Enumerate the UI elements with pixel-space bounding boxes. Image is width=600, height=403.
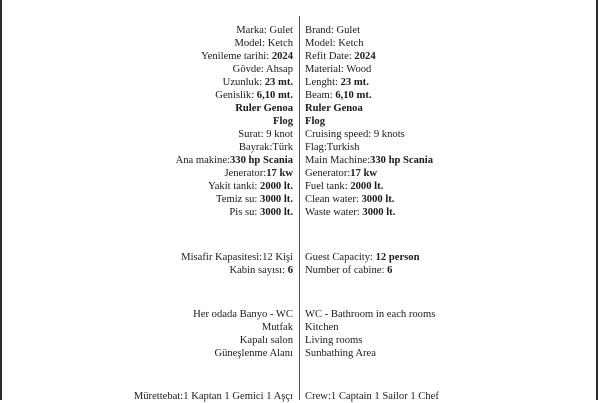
spec-english-cell [305, 128, 405, 141]
spec-label: Genislik: [215, 90, 257, 101]
spec-label: Misafir Kapasitesi: [181, 252, 263, 263]
spec-turkish-cell [224, 167, 293, 180]
spec-english-cell [305, 193, 394, 206]
spec-label: Living rooms [305, 335, 363, 346]
spec-row [0, 206, 600, 219]
spec-english-cell [305, 63, 371, 76]
spec-turkish-cell [240, 334, 293, 347]
spec-row [0, 141, 600, 154]
spec-row [0, 308, 600, 321]
spec-label: Pis su: [229, 207, 261, 218]
spec-english-cell [305, 37, 364, 50]
spec-row [0, 63, 600, 76]
spec-turkish-cell [239, 141, 293, 154]
spec-value: 1 Captain 1 Sailor 1 Chef [330, 391, 439, 402]
spec-english-cell [305, 167, 377, 180]
spec-value: 17 kw [350, 168, 378, 179]
spec-value: 6,10 mt. [335, 90, 372, 101]
spec-english-cell [305, 24, 360, 37]
spec-label: Yenileme tarihi: [201, 51, 272, 62]
spec-row [0, 37, 600, 50]
spec-english-cell [305, 102, 363, 115]
spec-english-cell [305, 154, 433, 167]
spec-label: Ana makine: [175, 155, 230, 166]
spec-turkish-cell [229, 206, 293, 219]
spec-turkish-cell [193, 308, 293, 321]
spec-value: 330 hp Scania [230, 155, 293, 166]
spec-row [0, 264, 600, 277]
spec-value: Ketch [338, 38, 364, 49]
spec-label: Brand: [305, 25, 337, 36]
spec-value: Turkish [326, 142, 360, 153]
spec-label: Gövde: [232, 64, 266, 75]
spec-value: Flog [305, 116, 326, 127]
spec-label: Cruising speed: [305, 129, 374, 140]
spec-row [0, 347, 600, 360]
spec-row [0, 193, 600, 206]
spec-english-cell [305, 347, 376, 360]
spec-label: Güneşlenme Alanı [214, 348, 293, 359]
spec-value: 330 hp Scania [370, 155, 434, 166]
spec-value: 2024 [354, 51, 376, 62]
spec-label: Kitchen [305, 322, 339, 333]
spec-value: 23 mt. [264, 77, 293, 88]
spec-row [0, 167, 600, 180]
spec-label: Temiz su: [216, 194, 261, 205]
spec-label: Surat: [238, 129, 267, 140]
spec-row [0, 321, 600, 334]
spec-turkish-cell [238, 128, 293, 141]
spec-turkish-cell [134, 390, 293, 403]
spec-label: Kabin sayısı: [229, 265, 288, 276]
spec-value: Flog [272, 116, 293, 127]
spec-turkish-cell [215, 89, 293, 102]
spec-turkish-cell [273, 115, 293, 128]
spec-label: Waste water: [305, 207, 363, 218]
spec-row [0, 89, 600, 102]
spec-value: Ruler Genoa [235, 103, 293, 114]
spec-row [0, 180, 600, 193]
spec-value: Ketch [267, 38, 293, 49]
spec-value: Ahsap [265, 64, 293, 75]
spec-value: 3000 lt. [361, 194, 395, 205]
spec-label: Number of cabine: [305, 265, 388, 276]
spec-turkish-cell [236, 24, 293, 37]
spec-value: Türk [272, 142, 293, 153]
spec-english-cell [305, 76, 369, 89]
spec-value: 3000 lt. [362, 207, 396, 218]
spec-value: 9 knot [266, 129, 293, 140]
spec-label: Kapalı salon [239, 335, 293, 346]
spec-value: 12 person [375, 252, 420, 263]
spec-label: Model: [234, 38, 268, 49]
spec-label: Flag: [305, 142, 327, 153]
spec-english-cell [305, 251, 419, 264]
spec-label: Material: [305, 64, 347, 75]
spec-english-cell [305, 334, 362, 347]
spec-label: Mürettebat: [133, 391, 184, 402]
spec-value: Gulet [336, 25, 361, 36]
spec-english-cell [305, 308, 435, 321]
spec-label: Crew: [305, 391, 331, 402]
spec-value: 3000 lt. [260, 207, 293, 218]
spec-english-cell [305, 89, 372, 102]
spec-label: Uzunluk: [222, 77, 265, 88]
spec-row [0, 115, 600, 128]
spec-turkish-cell [234, 37, 293, 50]
spec-label: Sunbathing Area [305, 348, 376, 359]
spec-value: 3000 lt. [260, 194, 293, 205]
spec-turkish-cell [223, 76, 293, 89]
spec-value: Ruler Genoa [305, 103, 363, 114]
spec-english-cell [305, 321, 339, 334]
spec-english-cell [305, 180, 383, 193]
spec-value: 2000 lt. [350, 181, 384, 192]
spec-value: 2000 lt. [260, 181, 293, 192]
spec-row [0, 76, 600, 89]
spec-label: Her odada Banyo - WC [193, 309, 293, 320]
spec-row [0, 334, 600, 347]
spec-turkish-cell [176, 154, 293, 167]
spec-label: Lenght: [305, 77, 341, 88]
spec-value: 17 kw [266, 168, 293, 179]
spec-label: Guest Capacity: [305, 252, 376, 263]
spec-label: Yakit tanki: [208, 181, 261, 192]
spec-turkish-cell [214, 347, 293, 360]
spec-row [0, 50, 600, 63]
spec-label: Beam: [305, 90, 336, 101]
spec-value: 6 [287, 265, 293, 276]
spec-value: Wood [346, 64, 372, 75]
spec-value: Gulet [269, 25, 293, 36]
spec-label: Bayrak: [238, 142, 273, 153]
spec-value: 6 [387, 265, 393, 276]
spec-english-cell [305, 50, 376, 63]
spec-value: 6,10 mt. [256, 90, 293, 101]
spec-turkish-cell [235, 102, 293, 115]
spec-english-cell [305, 141, 359, 154]
spec-english-cell [305, 206, 395, 219]
spec-english-cell [305, 115, 325, 128]
spec-value: 23 mt. [340, 77, 369, 88]
spec-row [0, 251, 600, 264]
spec-turkish-cell [216, 193, 293, 206]
spec-row [0, 390, 600, 403]
spec-value: 12 Kişi [262, 252, 293, 263]
spec-row [0, 102, 600, 115]
spec-turkish-cell [262, 321, 293, 334]
spec-label: Fuel tank: [305, 181, 351, 192]
spec-turkish-cell [229, 264, 293, 277]
spec-value: 1 Kaptan 1 Gemici 1 Aşçı [183, 391, 293, 402]
spec-turkish-cell [201, 50, 293, 63]
spec-row [0, 128, 600, 141]
spec-label: Clean water: [305, 194, 362, 205]
spec-label: Mutfak [261, 322, 293, 333]
spec-label: Model: [305, 38, 339, 49]
spec-english-cell [305, 390, 439, 403]
spec-turkish-cell [181, 251, 293, 264]
spec-label: Main Machine: [305, 155, 371, 166]
spec-value: 9 knots [373, 129, 405, 140]
spec-english-cell [305, 264, 392, 277]
spec-label: Generator: [305, 168, 351, 179]
spec-label: Marka: [236, 25, 270, 36]
spec-turkish-cell [208, 180, 293, 193]
spec-label: Jenerator: [224, 168, 267, 179]
spec-turkish-cell [233, 63, 293, 76]
spec-row [0, 154, 600, 167]
spec-label: WC - Bathroom in each rooms [305, 309, 436, 320]
spec-label: Refit Date: [305, 51, 355, 62]
spec-row [0, 24, 600, 37]
spec-value: 2024 [271, 51, 293, 62]
